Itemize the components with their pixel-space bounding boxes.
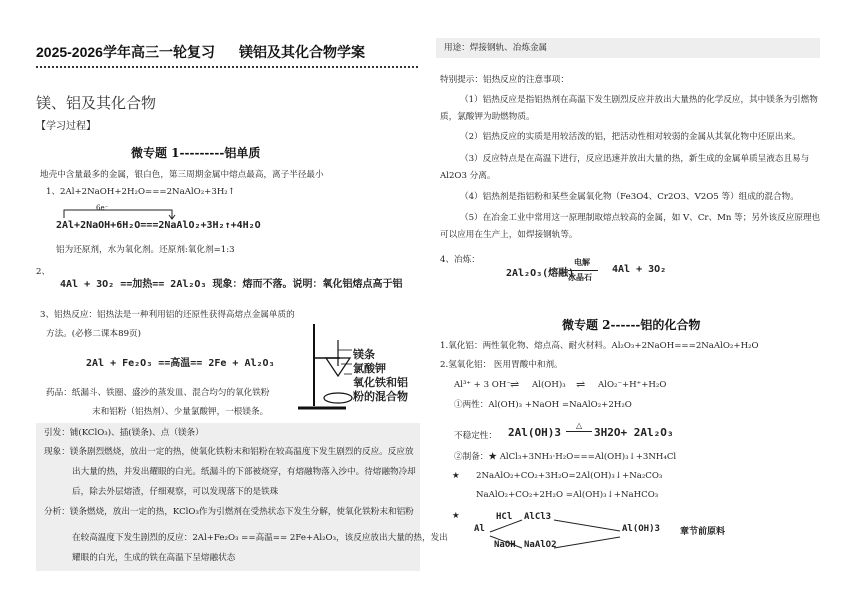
analysis-line3: 耀眼的白光，生成的铁在高温下呈熔融状态: [72, 553, 236, 563]
equilibrium-right: AlO₂⁻+H⁺+H₂O: [598, 380, 667, 390]
diagram-node-aloh3: Al(OH)3: [622, 524, 660, 534]
preparation-star: ★: [452, 471, 460, 481]
title-sub: 镁铝及其化合物学案: [238, 44, 365, 60]
instability-eq-left: 2Al(OH)3: [508, 426, 561, 439]
equation-1-bold: 2Al+2NaOH+6H₂O===2NaAlO₂+3H₂↑+4H₂O: [56, 220, 261, 231]
reagents-line1: 药品：纸漏斗、铁圈、盛沙的蒸发皿、混合均匀的氧化铁粉: [46, 388, 270, 398]
equilibrium-left: Al³⁺ + 3 OH⁻: [454, 380, 511, 390]
smelting-eq-condition-bottom: 冰晶石: [568, 272, 592, 282]
tip-4: （4）铝热剂是指铝粉和某些金属氧化物（Fe3O4、Cr2O3、V2O5 等）组成的混合物。: [460, 192, 799, 202]
phenomenon-line1: 现象：镁条剧烈燃烧，放出一定的热，使氧化铁粉末和铝粉在较高温度下发生剧烈的反应。反应放: [44, 447, 414, 457]
reagents-line2: 末和铝粉（铝热剂）、少量氯酸钾，一根镁条。: [92, 407, 269, 417]
preparation-line1: ②制备：★ AlCl₃+3NH₃·H₂O===Al(OH)₃↓+3NH₄Cl: [454, 452, 677, 462]
tip-3-line2: Al2O3 分离。: [440, 171, 496, 181]
tip-3-line1: （3）反应特点是在高温下进行，反应迅速并放出大量的热，新生成的金属单质呈液态且易与: [460, 154, 810, 164]
analysis-line2: 在较高温度下发生剧烈的反应：2Al+Fe₂O₃ ==高温== 2Fe+Al₂O₃，该反应放出大量的热，发出: [72, 533, 448, 543]
equation-2: 4Al + 3O₂ ==加热== 2Al₂O₃ 现象：熔而不落。说明：氧化铝熔点高于铝: [60, 279, 403, 290]
apparatus-label-mixture1: 氧化铁和铝: [353, 376, 408, 389]
diagram-node-naalo2: NaAlO2: [524, 540, 557, 550]
topic-1-heading: 微专题 1---------铝单质: [131, 146, 261, 160]
apparatus-label-mg-strip: 镁条: [353, 348, 375, 361]
instability-eq-right: 3H2O+ 2Al₂O₃: [594, 426, 674, 439]
preparation-line2: 2NaAlO₂+CO₂+3H₂O=2Al(OH)₃↓+Na₂CO₃: [476, 471, 663, 481]
tip-5-line2: 可以应用在生产上，如焊接钢轨等。: [440, 230, 578, 240]
equilibrium-arrow-1: ⇌: [510, 378, 520, 391]
electron-transfer-arrow: [60, 204, 180, 220]
instability-eq-line: [566, 431, 592, 432]
equilibrium-middle: Al(OH)₃: [532, 380, 566, 390]
title-main: 2025-2026学年高三一轮复习: [36, 44, 215, 60]
aluminum-intro: 地壳中含量最多的金属，银白色，第三周期金属中熔点最高，离子半径最小: [40, 170, 324, 180]
equation-2-number: 2、: [36, 267, 51, 277]
title-dotted-rule: [36, 66, 418, 68]
analysis-line1: 分析：镁条燃烧，放出一定的热，KClO₃作为引燃剂在受热状态下发生分解，使氧化铁粉末和铝粉: [44, 507, 414, 517]
amphoteric-line: ①两性：Al(OH)₃ +NaOH =NaAlO₂+2H₂O: [454, 400, 632, 410]
tip-1-line1: （1）铝热反应是指铝热剂在高温下发生剧烈反应并放出大量热的化学反应，其中镁条为引燃物: [460, 95, 818, 105]
phenomenon-line3: 后，除去外层熔渣，仔细观察，可以发现落下的是铁珠: [72, 487, 279, 497]
smelting-eq-condition-top: 电解: [574, 257, 590, 267]
hydroxide-line: 2.氢氧化铝： 医用胃酸中和剂。: [440, 360, 563, 370]
thermite-intro-line1: 3、铝热反应：铝热法是一种利用铝的还原性获得高熔点金属单质的: [40, 310, 295, 320]
equilibrium-arrow-2: ⇌: [576, 378, 586, 391]
section-title: 镁、铝及其化合物: [36, 94, 157, 112]
diagram-node-hcl: HCl: [496, 512, 513, 522]
tip-1-line2: 质，氯酸钾为助燃物质。: [440, 112, 535, 122]
diagram-node-naoh: NaOH: [494, 540, 516, 550]
thermite-equation: 2Al + Fe₂O₃ ==高温== 2Fe + Al₂O₃: [86, 358, 275, 369]
thermite-intro-line2: 方法。(必修二课本89页): [46, 329, 141, 339]
topic-2-heading: 微专题 2------铝的化合物: [562, 318, 701, 332]
tip-2: （2）铝热反应的实质是用较活泼的铝，把活动性相对较弱的金属从其氧化物中还原出来。: [460, 132, 801, 142]
process-label: 【学习过程】: [36, 121, 96, 132]
diagram-node-alcl3: AlCl3: [524, 512, 552, 522]
phenomenon-line2: 出大量的热，并发出耀眼的白光。纸漏斗的下部被烧穿，有熔融物落入沙中。待熔融物冷却: [72, 467, 416, 477]
apparatus-label-kclo3: 氯酸钾: [353, 362, 386, 375]
preparation-line3: NaAlO₂+CO₂+2H₂O =Al(OH)₃↓+NaHCO₃: [476, 490, 659, 500]
ignition-steps: 引发：铺(KClO₃)、插(镁条)、点（镁条）: [44, 428, 204, 438]
diagram-node-al: Al: [474, 524, 485, 534]
smelting-eq-line: [568, 270, 598, 271]
tip-5-line1: （5）在冶金工业中常用这一原理制取熔点较高的金属，如 V、Cr、Mn 等；另外该反应原理也: [460, 213, 821, 223]
page-title: [36, 42, 365, 62]
instability-label: 不稳定性：: [454, 431, 497, 441]
smelting-eq-left: 2Al₂O₃(熔融): [506, 268, 575, 279]
thermite-use: 用途：焊接钢轨、冶炼金属: [444, 43, 548, 53]
diagram-star: ★: [452, 511, 460, 521]
equation-1: 1、2Al+2NaOH+2H₂O===2NaAlO₂+3H₂↑: [46, 187, 235, 197]
diagram-note: 章节前原料: [680, 527, 726, 537]
alumina-line: 1.氧化铝：两性氧化物、熔点高、耐火材料。Al₂O₃+2NaOH===2NaAlO₂+H₂O: [440, 341, 759, 351]
apparatus-label-mixture2: 粉的混合物: [353, 390, 408, 403]
smelting-eq-right: 4Al + 3O₂: [612, 264, 667, 275]
electron-count: 6e⁻: [96, 204, 109, 212]
tips-title: 特别提示：铝热反应的注意事项：: [440, 75, 569, 85]
smelting-label: 4、冶炼：: [440, 255, 480, 265]
instability-eq-heat: △: [576, 421, 583, 430]
equation-1-note: 铝为还原剂，水为氧化剂。还原剂:氧化剂=1:3: [56, 245, 235, 255]
